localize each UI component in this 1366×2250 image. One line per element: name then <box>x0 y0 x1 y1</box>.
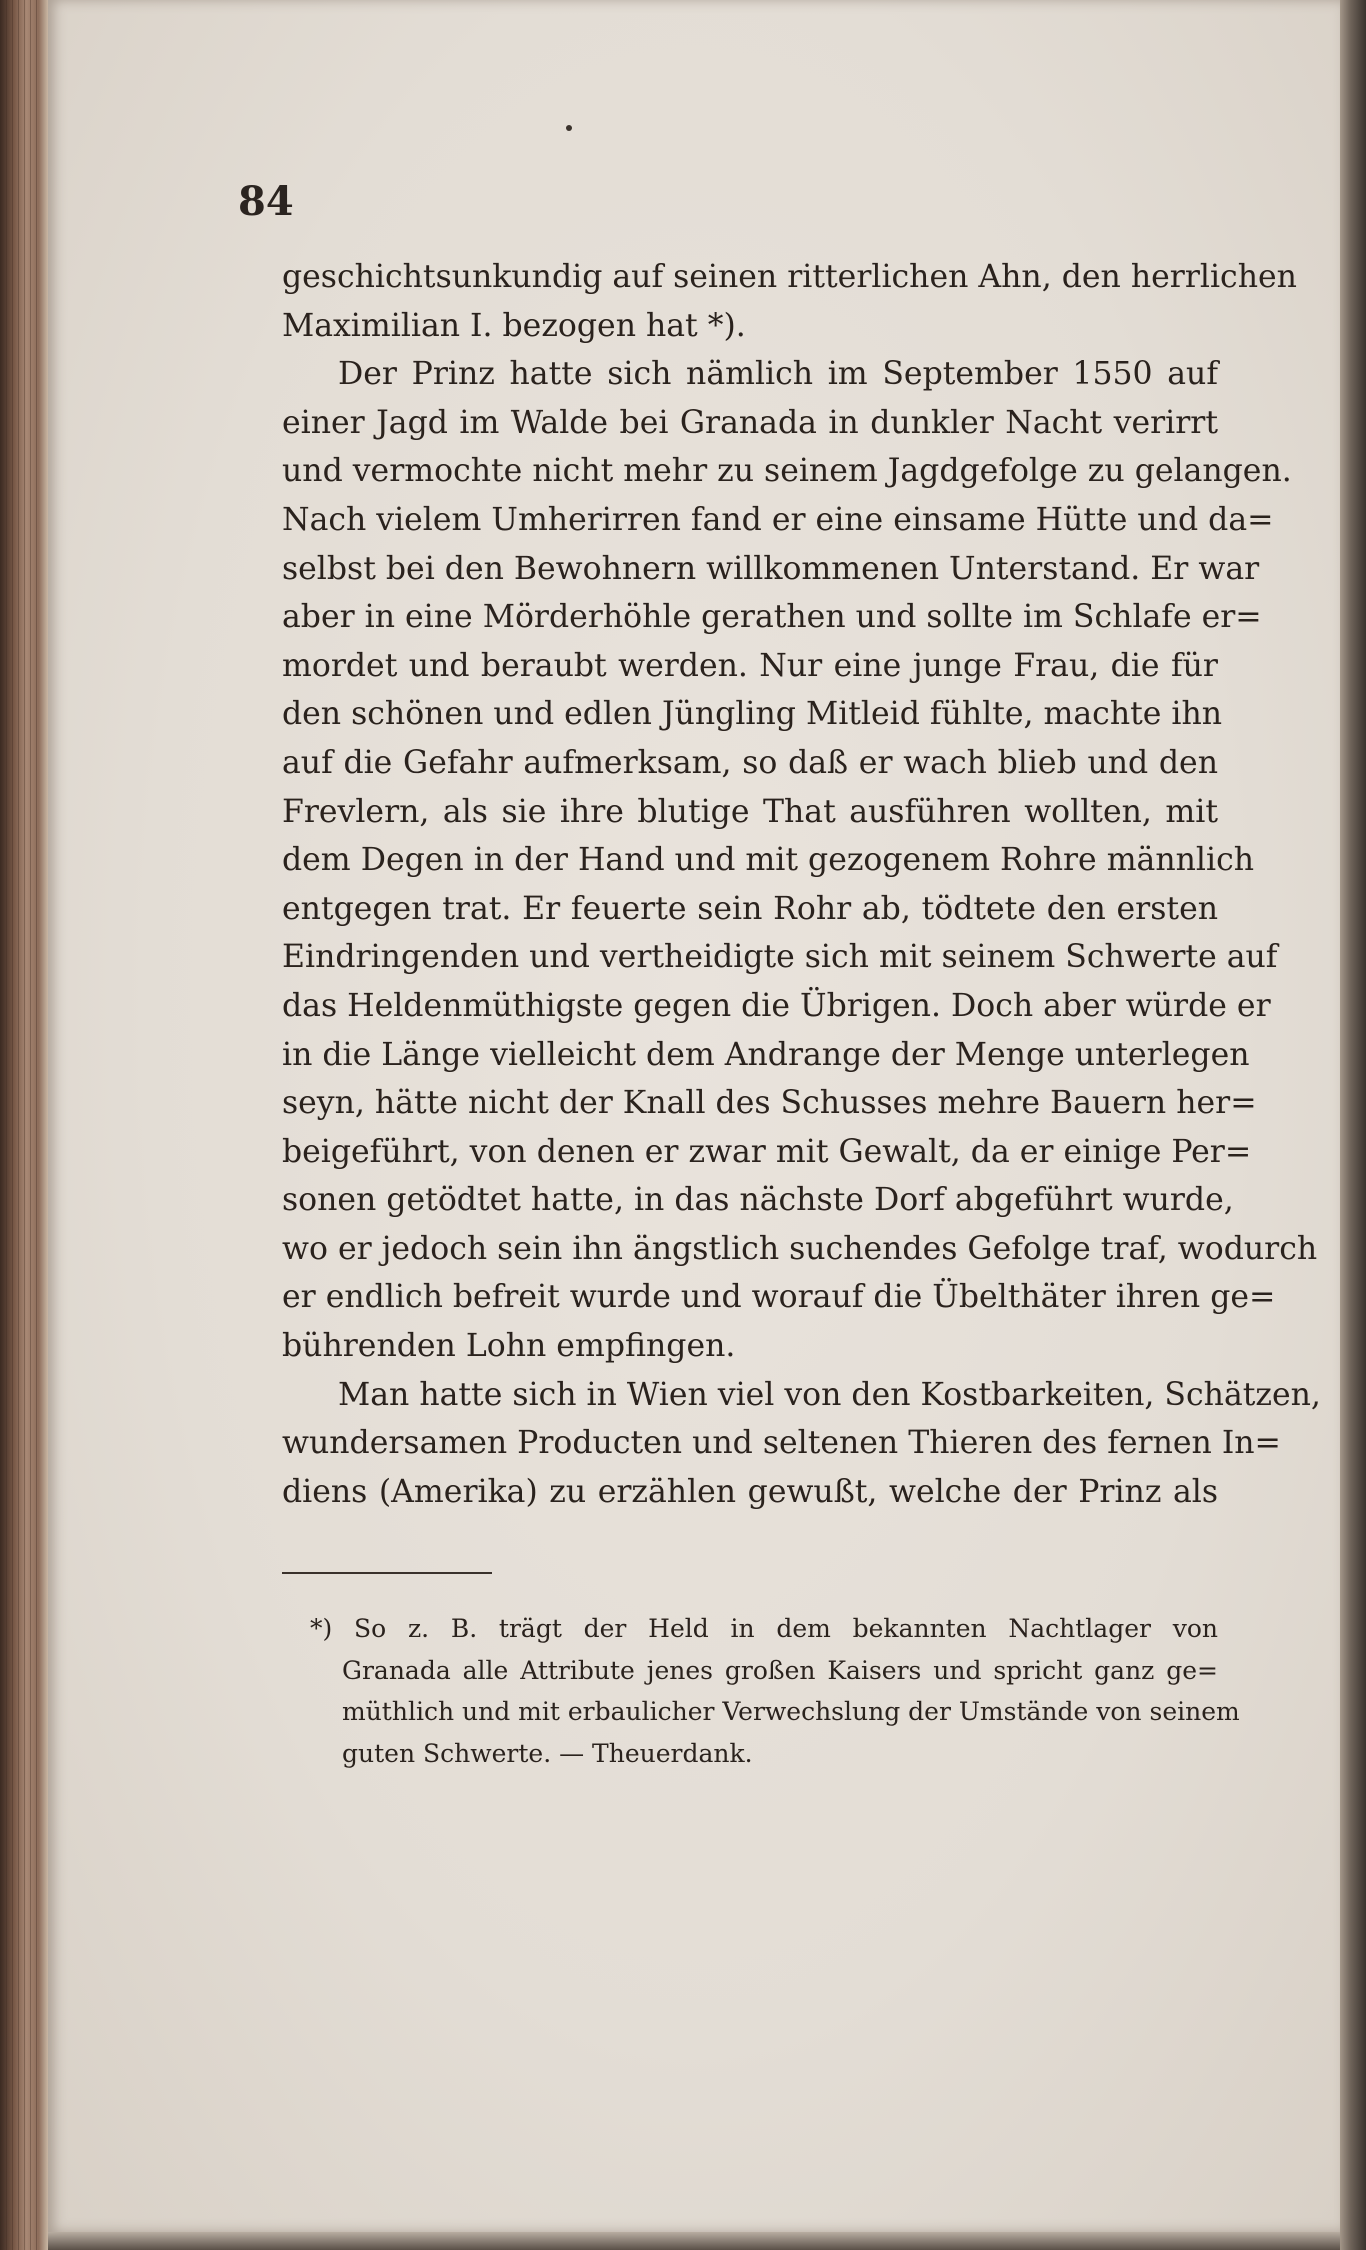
text-line: mordet und beraubt werden. Nur eine junge Frau, die für <box>282 647 1218 684</box>
page-right-shadow <box>1340 0 1366 2250</box>
text-line: seyn, hätte nicht der Knall des Schusses mehre Bauern her= <box>282 1085 1257 1122</box>
footnote-line: *) So z. B. trägt der Held in dem bekannten Nachtlager von <box>310 1614 1218 1643</box>
text-line: geschichtsunkundig auf seinen ritterlichen Ahn, den herrlichen <box>282 259 1297 295</box>
print-speck <box>566 125 572 131</box>
footnote-line: guten Schwerte. — Theuerdank. <box>342 1738 753 1768</box>
text-line: den schönen und edlen Jüngling Mitleid fühlte, machte ihn <box>282 696 1223 733</box>
text-line: und vermochte nicht mehr zu seinem Jagdgefolge zu gelangen. <box>282 453 1292 490</box>
text-line: Man hatte sich in Wien viel von den Kostbarkeiten, Schätzen, <box>338 1376 1321 1413</box>
text-line: diens (Amerika) zu erzählen gewußt, welche der Prinz als <box>282 1473 1218 1510</box>
text-line: er endlich befreit wurde und worauf die Übelthäter ihren ge= <box>282 1279 1276 1316</box>
text-line: aber in eine Mörderhöhle gerathen und sollte im Schlafe er= <box>282 599 1262 636</box>
page-bottom-shadow <box>48 2232 1340 2250</box>
book-spine-edge <box>0 0 48 2250</box>
text-line: Frevlern, als sie ihre blutige That ausführen wollten, mit <box>282 793 1218 830</box>
text-line: Maximilian I. bezogen hat *). <box>282 307 746 344</box>
text-line: wo er jedoch sein ihn ängstlich suchendes Gefolge traf, wodurch <box>282 1230 1318 1267</box>
text-line: Eindringenden und vertheidigte sich mit seinem Schwerte auf <box>282 939 1278 976</box>
text-line: auf die Gefahr aufmerksam, so daß er wach blieb und den <box>282 744 1218 781</box>
footnote-block <box>310 1608 1240 1774</box>
text-line: Der Prinz hatte sich nämlich im September 1550 auf <box>338 356 1218 393</box>
page-stack-lines <box>6 0 42 2250</box>
page-number: 84 <box>238 178 294 225</box>
text-line: bührenden Lohn empfingen. <box>282 1328 736 1365</box>
text-line: beigeführt, von denen er zwar mit Gewalt, da er einige Per= <box>282 1133 1252 1170</box>
footnote-line: Granada alle Attribute jenes großen Kaisers und spricht ganz ge= <box>342 1655 1218 1685</box>
text-line: dem Degen in der Hand und mit gezogenem Rohre männlich <box>282 842 1254 879</box>
text-line: sonen getödtet hatte, in das nächste Dorf abgeführt wurde, <box>282 1182 1234 1219</box>
text-line: einer Jagd im Walde bei Granada in dunkler Nacht verirrt <box>282 404 1218 441</box>
footnote-line: müthlich und mit erbaulicher Verwechslung der Umstände von seinem <box>342 1697 1240 1726</box>
text-line: in die Länge vielleicht dem Andrange der Menge unterlegen <box>282 1036 1250 1073</box>
footnote-separator <box>282 1572 492 1574</box>
main-text-block <box>282 253 1321 1516</box>
text-line: das Heldenmüthigste gegen die Übrigen. Doch aber würde er <box>282 987 1271 1024</box>
text-line: Nach vielem Umherirren fand er eine einsame Hütte und da= <box>282 501 1274 538</box>
text-line: entgegen trat. Er feuerte sein Rohr ab, tödtete den ersten <box>282 890 1218 927</box>
text-line: wundersamen Producten und seltenen Thieren des fernen In= <box>282 1425 1281 1462</box>
text-line: selbst bei den Bewohnern willkommenen Unterstand. Er war <box>282 550 1260 587</box>
